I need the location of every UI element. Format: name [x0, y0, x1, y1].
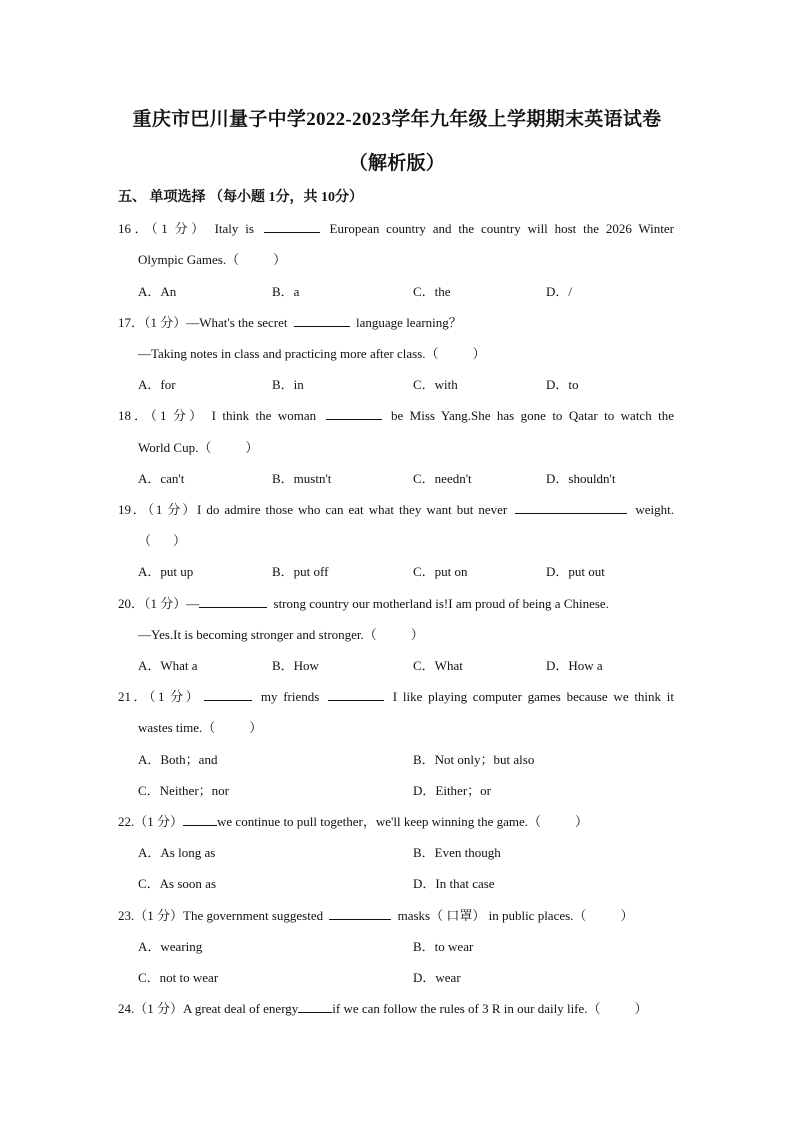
question-21-number: 21．（1 分） — [118, 689, 202, 704]
question-16-number: 16．（1 分） — [118, 221, 208, 236]
question-18-line2: World Cup.（ ） — [138, 440, 259, 455]
option-d: D．In that case — [413, 876, 495, 891]
option-c: C．with — [413, 377, 458, 392]
answer-blank — [199, 596, 267, 608]
option-a: A．for — [138, 377, 176, 392]
option-b: B．a — [272, 284, 300, 299]
question-16-line1: 16．（1 分） Italy is European country and the country will host the 2026 Winter — [118, 221, 674, 236]
answer-blank — [294, 315, 350, 327]
question-23-line1: 23.（1 分）The government suggested masks（ 口罩） in public places.（ ） — [118, 908, 634, 923]
option-b: B．Not only；but also — [413, 752, 535, 767]
question-19-line1: 19．（1 分）I do admire those who can eat what they want but never weight. — [118, 502, 674, 517]
option-c: C．As soon as — [138, 876, 217, 891]
question-17-number: 17．（1 分） — [118, 315, 187, 330]
answer-blank — [329, 908, 391, 920]
question-24-line1: 24.（1 分）A great deal of energy if we can follow the rules of 3 R in our daily life.（ ） — [118, 1001, 648, 1016]
option-a: A．What a — [138, 658, 198, 673]
answer-blank — [183, 814, 217, 826]
option-a: A．can't — [138, 471, 185, 486]
page-title: 重庆市巴川量子中学2022-2023学年九年级上学期期末英语试卷 — [132, 109, 662, 130]
question-22-number: 22.（1 分） — [118, 814, 184, 829]
question-20-line2: —Yes.It is becoming stronger and stronger.（ ） — [138, 627, 424, 642]
option-d: D．wear — [413, 970, 461, 985]
option-d: D．/ — [546, 284, 573, 299]
option-c: C．Neither；nor — [138, 783, 229, 798]
option-c: C．needn't — [413, 471, 472, 486]
page-subtitle: （解析版） — [348, 153, 446, 174]
option-b: B．Even though — [413, 845, 501, 860]
question-17-line2: —Taking notes in class and practicing more after class.（ ） — [138, 346, 486, 361]
answer-blank — [326, 408, 382, 420]
option-a: A．put up — [138, 564, 194, 579]
question-24-number: 24.（1 分） — [118, 1001, 184, 1016]
question-16-line2: Olympic Games.（ ） — [138, 252, 287, 267]
question-21-line2: wastes time.（ ） — [138, 720, 263, 735]
section-heading: 五、 单项选择 （每小题 1分，共 10分） — [118, 190, 363, 205]
question-22-line1: 22.（1 分） we continue to pull together，we'll keep winning the game.（ ） — [118, 814, 589, 829]
answer-blank — [515, 502, 627, 514]
option-d: D．to — [546, 377, 579, 392]
option-b: B．How — [272, 658, 319, 673]
option-b: B．to wear — [413, 939, 474, 954]
question-18-line1: 18．（1 分） I think the woman be Miss Yang.She has gone to Qatar to watch the — [118, 408, 674, 423]
option-c: C．the — [413, 284, 451, 299]
option-b: B．in — [272, 377, 304, 392]
option-d: D．shouldn't — [546, 471, 616, 486]
option-a: A．wearing — [138, 939, 203, 954]
option-d: D．Either；or — [413, 783, 491, 798]
question-19-line2: （ ） — [138, 533, 187, 548]
option-a: A．An — [138, 284, 177, 299]
option-c: C．put on — [413, 564, 468, 579]
answer-blank — [204, 689, 252, 701]
option-c: C．not to wear — [138, 970, 219, 985]
question-18-number: 18．（1 分） — [118, 408, 206, 423]
question-17-line1: 17．（1 分）—What's the secret language learning？ — [118, 315, 462, 330]
question-23-number: 23.（1 分） — [118, 908, 184, 923]
question-19-number: 19．（1 分） — [118, 502, 197, 517]
option-d: D．How a — [546, 658, 603, 673]
answer-blank — [328, 689, 384, 701]
option-d: D．put out — [546, 564, 605, 579]
question-20-line1: 20．（1 分）— strong country our motherland is!I am proud of being a Chinese. — [118, 596, 609, 611]
option-a: A．As long as — [138, 845, 216, 860]
option-b: B．mustn't — [272, 471, 332, 486]
option-b: B．put off — [272, 564, 329, 579]
answer-blank — [264, 221, 320, 233]
question-20-number: 20．（1 分） — [118, 596, 187, 611]
question-21-line1: 21．（1 分） my friends I like playing computer games because we think it — [118, 689, 675, 704]
option-c: C．What — [413, 658, 463, 673]
answer-blank — [298, 1001, 332, 1013]
option-a: A．Both；and — [138, 752, 218, 767]
